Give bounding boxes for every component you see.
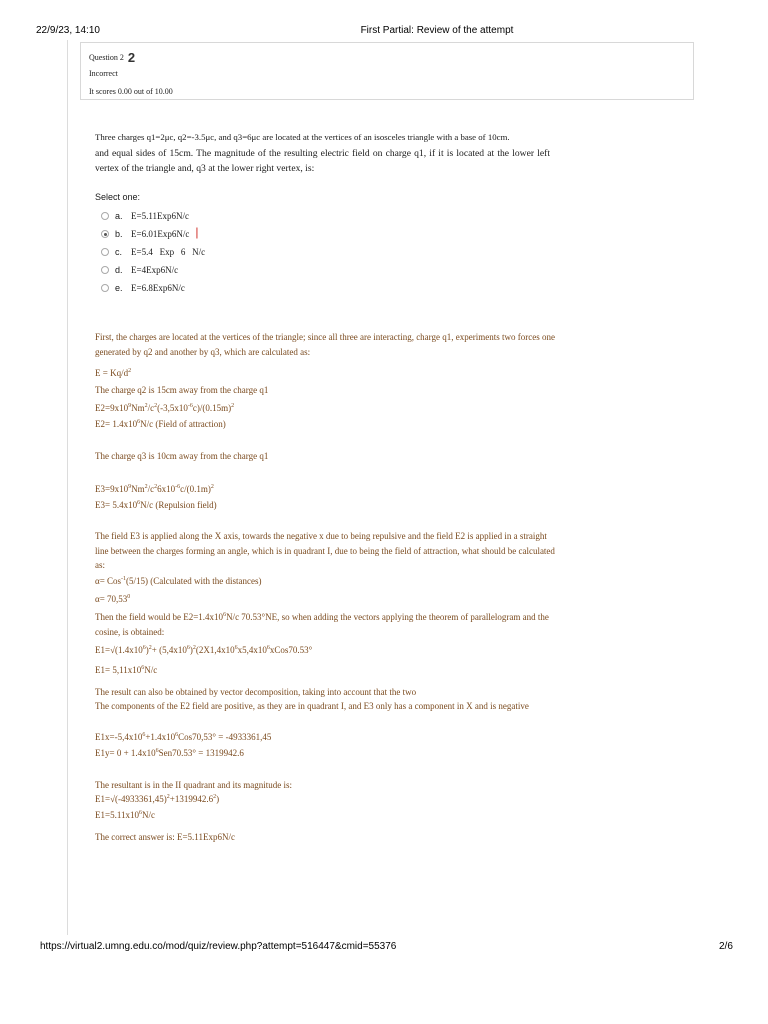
- e1-result: $E1= 5,11x10^6N/c$: [95, 665, 158, 675]
- answer-text: E=5.11Exp6N/c: [131, 211, 189, 221]
- footer-page-number: 2/6: [719, 941, 733, 952]
- answer-text: E=4Exp6N/c: [131, 265, 179, 275]
- radio-a[interactable]: [101, 212, 109, 220]
- question-grade: It scores 0.00 out of 10.00: [89, 87, 173, 96]
- e3-calculation: $E3=9x10^9Nm^2/c^26x10^{-6}c/(0.1m)^2$: [95, 484, 214, 494]
- answer-text: E=6.01Exp6N/c: [131, 229, 190, 239]
- content-divider: [67, 40, 68, 935]
- e1y-calculation: $E1y= 0 + 1.4x10^6Sen70.53^\circ = 1319942.6$: [95, 748, 244, 758]
- print-datetime: 22/9/23, 14:10: [36, 25, 100, 36]
- answer-letter: b.: [115, 229, 123, 239]
- answer-option-b[interactable]: [101, 225, 205, 243]
- radio-e[interactable]: [101, 284, 109, 292]
- answer-letter: e.: [115, 283, 123, 293]
- question-line-1: Three charges q1=2μc, q2=-3.5μc, and q3=6μc are located at the vertices of an isosceles triangle with a base of 10cm.: [95, 132, 510, 142]
- select-prompt: Select one:: [95, 192, 141, 202]
- e2-calculation: $E2=9x10^9Nm^2/c^2(-3,5x10^{-6}c)/(0.15m)^2$: [95, 403, 235, 413]
- e1x-calculation: $E1x=-5,4x10^6+1.4x10^6Cos70,53^\circ = -4933361,45$: [95, 732, 272, 742]
- question-state: Incorrect: [89, 69, 118, 78]
- resultant-calculation: $E1=√(-4933361,45)^2+1319942.6^2$): [95, 794, 220, 804]
- answer-letter: d.: [115, 265, 123, 275]
- question-number-value: 2: [127, 50, 136, 65]
- then-text: Then the field would be $E2=1.4x10^6N/c$ 70.53°NE, so when adding the vectors applying the theorem of parallelogram and the cosine, is obtained:: [95, 612, 549, 637]
- radio-b-selected[interactable]: [101, 230, 109, 238]
- answer-letter: a.: [115, 211, 123, 221]
- question-line-2: and equal sides of 15cm. The magnitude of the resulting electric field on charge q1, if it is located at the lower left vertex of the triangle and, q3 at the lower right vertex, is:: [95, 147, 550, 174]
- angle-explanation: The field E3 is applied along the X axis, towards the negative x due to being repulsive and the field E2 is applied in a straight line between the charges forming an angle, which is in quadrant I, due to being the field of attraction, what should be calculated as:: [95, 531, 555, 570]
- answer-text: E=5.4 Exp 6 N/c: [131, 247, 206, 257]
- alpha-calculation: α= Cos$^{-1}$(5/15) (Calculated with the distances): [95, 576, 262, 586]
- answer-option-d[interactable]: [101, 261, 205, 279]
- resultant-value: $E1=5.11x10^6N/c$: [95, 810, 155, 820]
- answer-letter: c.: [115, 247, 123, 257]
- footer-url: https://virtual2.umng.edu.co/mod/quiz/review.php?attempt=516447&cmid=55376: [40, 941, 397, 952]
- feedback-intro: First, the charges are located at the vertices of the triangle; since all three are interacting, charge q1, experiments two forces one generated by q2 and another by q3, which are calculated as:: [95, 332, 555, 357]
- question-info-box: [80, 42, 694, 100]
- incorrect-mark-icon: |: [195, 225, 199, 239]
- e3-result: $E3= 5.4x10^6N/c$ (Repulsion field): [95, 500, 217, 510]
- resultant-text: The resultant is in the II quadrant and its magnitude is:: [95, 780, 292, 790]
- q2-distance: The charge q2 is 15cm away from the charge q1: [95, 385, 269, 395]
- question-text: [95, 130, 550, 177]
- answer-option-a[interactable]: [101, 207, 205, 225]
- answer-option-e[interactable]: [101, 279, 205, 297]
- page-title: First Partial: Review of the attempt: [360, 25, 514, 36]
- formula-e: $E = Kq/d^2$: [95, 368, 132, 378]
- radio-c[interactable]: [101, 248, 109, 256]
- question-number: [89, 48, 135, 63]
- e2-result: $E2= 1.4x10^6N/c$ (Field of attraction): [95, 419, 226, 429]
- e1-formula: $E1=√(1.4x10^6)^2+$ $(5,4x10^6)^2(2X1,4x10^6x5,4x10^6xCos70.53^\circ$: [95, 645, 313, 655]
- q3-distance: The charge q3 is 10cm away from the charge q1: [95, 451, 269, 461]
- correct-answer: The correct answer is: E=5.11Exp6N/c: [95, 832, 235, 842]
- answer-options: [101, 207, 205, 297]
- alpha-result: $\alpha= 70,53^0$: [95, 594, 131, 604]
- question-label: Question 2: [89, 53, 124, 62]
- answer-text: E=6.8Exp6N/c: [131, 283, 185, 293]
- decomposition-note: The result can also be obtained by vector decomposition, taking into account that the two: [95, 687, 417, 697]
- components-note: The components of the E2 field are positive, as they are in quadrant I, and E3 only has a component in X and is negative: [95, 701, 529, 711]
- radio-d[interactable]: [101, 266, 109, 274]
- answer-option-c[interactable]: [101, 243, 205, 261]
